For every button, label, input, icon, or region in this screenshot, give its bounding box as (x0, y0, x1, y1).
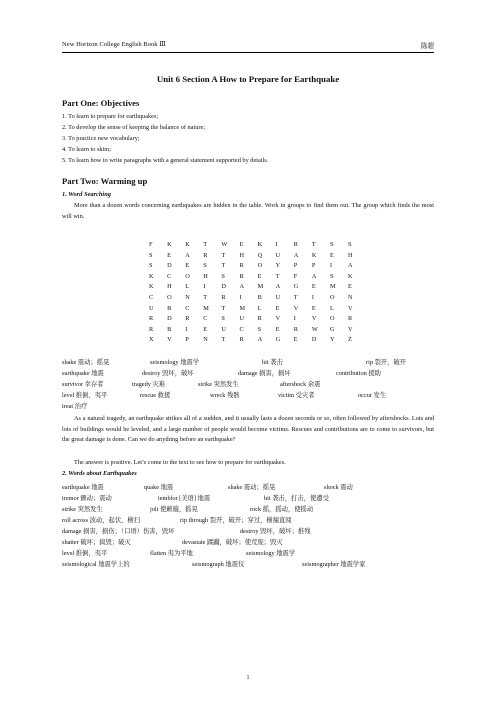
grid-letter: O (167, 293, 172, 301)
grid-letter: R (149, 325, 154, 333)
grid-letter: A (311, 272, 317, 280)
grid-letter: K (311, 251, 317, 259)
grid-row (149, 336, 366, 347)
part-two-heading: Part Two: Warming up (62, 176, 148, 186)
grid-letter: V (167, 336, 172, 344)
grid-letter: K (348, 272, 353, 280)
vocab-entry: strike 突然发生 (62, 506, 103, 513)
word-entry: earthquake 地震 (62, 370, 104, 377)
vocab-entry: jolt 使颠簸，摇晃 (150, 506, 198, 513)
objective-item: 2. To develop the sense of keeping the balance of nature; (62, 124, 205, 131)
word-entry: treat 治疗 (62, 403, 88, 410)
grid-letter: C (203, 315, 208, 323)
grid-letter: T (221, 262, 226, 270)
word-entry: level 推倒，夷平 (62, 392, 108, 399)
grid-letter: H (167, 283, 172, 291)
grid-letter: A (239, 283, 245, 291)
vocab-entry: earthquake 地震 (62, 484, 104, 491)
grid-letter: S (329, 272, 334, 280)
grid-letter: S (221, 272, 225, 280)
grid-letter: I (329, 262, 333, 270)
grid-letter: O (329, 293, 335, 301)
grid-letter: R (293, 241, 298, 248)
grid-letter: C (167, 272, 172, 280)
grid-letter: G (329, 325, 335, 333)
grid-letter: K (185, 241, 190, 248)
word-entry: shake 震动；摇晃 (62, 359, 110, 366)
grid-letter: U (239, 315, 245, 323)
grid-letter: G (293, 283, 299, 291)
word-entry: rip 裂开，破开 (366, 359, 407, 366)
vocab-entry: destroy 毁坏，破坏；推残 (240, 528, 311, 535)
grid-letter: V (275, 315, 281, 323)
grid-row (149, 305, 366, 316)
grid-letter: E (275, 304, 280, 312)
grid-letter: V (348, 304, 353, 312)
vocab-entry: damage 损害，损伤；（口语）伤害，毁坏 (62, 528, 175, 535)
grid-letter: K (149, 283, 154, 291)
vocab-entry: shake 震动；摇晃 (228, 484, 276, 491)
grid-letter: X (149, 336, 154, 344)
grid-letter: P (185, 336, 189, 344)
vocab-row (62, 482, 434, 491)
grid-row (149, 262, 366, 273)
grid-letter: U (221, 325, 226, 333)
grid-letter: T (221, 336, 226, 344)
vocab-row (62, 515, 434, 524)
grid-letter: Y (329, 336, 335, 344)
vocab-entry: seismology 地震学 (246, 550, 296, 557)
grid-letter: M (329, 283, 336, 291)
word-entry: occur 发生 (358, 392, 387, 399)
grid-letter: T (221, 304, 226, 312)
word-entry: victim 受灾者 (278, 392, 315, 399)
grid-letter: E (293, 336, 298, 344)
grid-letter: P (311, 262, 316, 270)
vocab-entry: shatter 破坏；捣毁；破灭 (62, 539, 131, 546)
grid-letter: R (185, 315, 190, 323)
grid-letter: L (185, 283, 190, 291)
vocab-entry: level 推倒，夷平 (62, 550, 108, 557)
grid-letter: R (239, 272, 244, 280)
word-entry: wreck 残骸 (210, 392, 240, 399)
grid-letter: E (311, 283, 316, 291)
word-entry: strike 突然发生 (198, 381, 239, 388)
word-search-intro: More than a dozen words concerning earthquakes are hidden in the table. Work in groups to find them out. The group which finds the most will win. (62, 202, 434, 220)
grid-letter: N (185, 293, 190, 301)
vocab-entry: seismograph 地震仪 (192, 561, 245, 568)
word-entry: damage 损害，损坏 (238, 370, 291, 377)
grid-letter: D (221, 283, 226, 291)
vocab-row (62, 548, 434, 557)
word-search-grid (149, 241, 366, 347)
grid-letter: R (239, 336, 244, 344)
grid-row (149, 241, 366, 252)
grid-letter: Z (348, 336, 352, 344)
grid-letter: R (149, 315, 154, 323)
grid-letter: T (293, 293, 298, 301)
grid-letter: S (149, 262, 153, 270)
grid-letter: P (293, 262, 298, 270)
vocab-entry: tremor 颤动；震动 (62, 495, 112, 502)
grid-letter: S (348, 241, 352, 248)
header-book-title: New Horizon College English Book Ⅲ (62, 41, 166, 48)
grid-letter: S (149, 251, 153, 259)
grid-letter: U (149, 304, 154, 312)
grid-letter: O (185, 272, 190, 280)
vocab-entry: devastate 蹂躏，破坏；使荒废；毁灭 (182, 539, 283, 546)
grid-letter: E (311, 304, 316, 312)
grid-letter: Q (257, 251, 263, 259)
grid-letter: B (257, 293, 262, 301)
word-entry: aftershock 余震 (280, 381, 321, 388)
grid-row (149, 273, 366, 284)
grid-letter: E (239, 241, 244, 248)
vocab-entry: rip through 裂开，破开；穿过，横撞直闯 (180, 517, 292, 524)
objective-item: 3. To practice new vocabulary; (62, 135, 140, 142)
word-entry: destroy 毁坏，破坏 (142, 370, 194, 377)
grid-letter: D (167, 315, 172, 323)
word-entry: contribution 援助 (336, 370, 381, 377)
grid-letter: R (239, 262, 244, 270)
grid-letter: L (329, 304, 334, 312)
grid-letter: O (257, 262, 263, 270)
grid-letter: H (203, 272, 208, 280)
grid-letter: S (203, 262, 207, 270)
grid-letter: Y (275, 262, 281, 270)
vocab-entry: roll across 波动，起伏，横扫 (62, 517, 141, 524)
grid-letter: E (203, 325, 208, 333)
vocab-entry: shock 震动 (324, 484, 353, 491)
grid-letter: H (239, 251, 245, 259)
grid-row (149, 294, 366, 305)
grid-letter: I (239, 293, 242, 301)
grid-letter: T (203, 241, 208, 248)
objective-item: 5. To learn how to write paragraphs with a general statement supported by details. (62, 157, 269, 164)
grid-letter: M (203, 304, 209, 312)
grid-letter: N (203, 336, 208, 344)
vocab-row (62, 504, 434, 513)
grid-letter: F (149, 241, 153, 248)
grid-letter: I (185, 325, 188, 333)
grid-letter: C (149, 293, 154, 301)
unit-title: Unit 6 Section A How to Prepare for Earthquake (156, 74, 340, 84)
objective-item: 1. To learn to prepare for earthquakes; (62, 113, 159, 120)
grid-letter: F (293, 272, 298, 280)
vocab-entry: seismographer 地震学家 (302, 561, 366, 568)
grid-letter: W (311, 325, 318, 333)
word-entry: survivor 幸存者 (62, 381, 104, 388)
word-entry: hit 袭击 (262, 359, 283, 366)
vocab-entry: hit 袭击，打击，使遭受 (264, 495, 329, 502)
grid-letter: A (257, 336, 263, 344)
grid-letter: R (293, 325, 298, 333)
vocab-entry: quake 地震 (144, 484, 174, 491)
grid-letter: R (348, 315, 353, 323)
grid-letter: S (221, 315, 225, 323)
word-list-row (62, 390, 434, 399)
grid-letter: V (293, 304, 299, 312)
grid-letter: V (348, 325, 353, 333)
grid-letter: C (185, 304, 190, 312)
word-entry: tragedy 灾难 (132, 381, 166, 388)
grid-letter: R (221, 293, 226, 301)
word-list-row (62, 379, 434, 388)
objective-item: 4. To learn to skim; (62, 146, 111, 153)
words-about-earthquakes-heading: 2. Words about Earthquakes (62, 470, 137, 477)
vocab-row (62, 559, 434, 568)
grid-letter: T (311, 241, 316, 248)
vocab-row (62, 493, 434, 502)
header-author: 陈超 (420, 43, 434, 50)
grid-letter: E (275, 325, 280, 333)
grid-letter: R (257, 315, 262, 323)
word-list-row (62, 357, 434, 366)
grid-letter: S (257, 325, 262, 333)
grid-letter: M (257, 283, 264, 291)
grid-letter: E (348, 283, 352, 291)
earthquake-paragraph: As a natural tragedy, an earthquake strikes all of a sudden, and it usually lasts a dozen seconds or so, often followed by aftershocks. Lots and lots of buildings would be leveled, and a large number of people would become victims. Rescues and contributions are to come to survivors, but the great damage is done. Can we do anything before an earthquake? (62, 415, 434, 444)
grid-letter: O (329, 315, 335, 323)
grid-row (149, 315, 366, 326)
grid-letter: H (348, 251, 353, 259)
grid-letter: T (203, 293, 208, 301)
page-header (62, 40, 434, 53)
grid-letter: I (311, 293, 314, 301)
page-number: 1 (246, 675, 250, 681)
grid-letter: G (275, 336, 281, 344)
grid-letter: M (239, 304, 246, 312)
grid-letter: A (275, 283, 281, 291)
grid-letter: T (275, 272, 280, 280)
grid-letter: D (167, 262, 172, 270)
grid-row (149, 326, 366, 337)
grid-letter: D (311, 336, 317, 344)
grid-row (149, 252, 366, 263)
grid-letter: W (221, 241, 228, 248)
grid-letter: E (167, 251, 171, 259)
grid-letter: V (311, 315, 317, 323)
word-searching-heading: 1. Word Searching (62, 191, 111, 198)
grid-row (149, 283, 366, 294)
grid-letter: A (348, 262, 353, 270)
word-entry: rescue 救援 (140, 392, 171, 399)
grid-letter: E (257, 272, 262, 280)
grid-letter: I (293, 315, 296, 323)
grid-letter: I (275, 241, 278, 248)
vocab-row (62, 526, 434, 535)
grid-letter: U (275, 251, 281, 259)
grid-letter: C (239, 325, 244, 333)
vocab-entry: seismological 地震学上的 (62, 561, 130, 568)
grid-letter: K (167, 241, 172, 248)
grid-letter: K (149, 272, 154, 280)
word-list-row (62, 368, 434, 377)
vocab-entry: temblor [美语] 地震 (158, 495, 211, 502)
vocab-row (62, 537, 434, 546)
grid-letter: K (257, 241, 263, 248)
grid-letter: E (329, 251, 334, 259)
grid-letter: R (203, 251, 208, 259)
grid-letter: L (257, 304, 262, 312)
vocab-entry: flatten 夷为平地 (150, 550, 193, 557)
grid-letter: S (329, 241, 334, 248)
grid-letter: T (221, 251, 226, 259)
word-entry: seismology 地震学 (150, 359, 200, 366)
grid-letter: A (293, 251, 299, 259)
grid-letter: A (185, 251, 190, 259)
grid-letter: B (167, 304, 172, 312)
grid-letter: I (203, 283, 206, 291)
answer-paragraph: The answer is positive. Let’s come to the text to see how to prepare for earthquakes. (74, 459, 286, 466)
grid-letter: U (275, 293, 281, 301)
grid-letter: N (348, 293, 353, 301)
vocab-entry: rock 摇，摇动，使摇动 (250, 506, 314, 513)
grid-letter: E (185, 262, 190, 270)
grid-letter: B (167, 325, 172, 333)
part-one-heading: Part One: Objectives (62, 98, 140, 108)
